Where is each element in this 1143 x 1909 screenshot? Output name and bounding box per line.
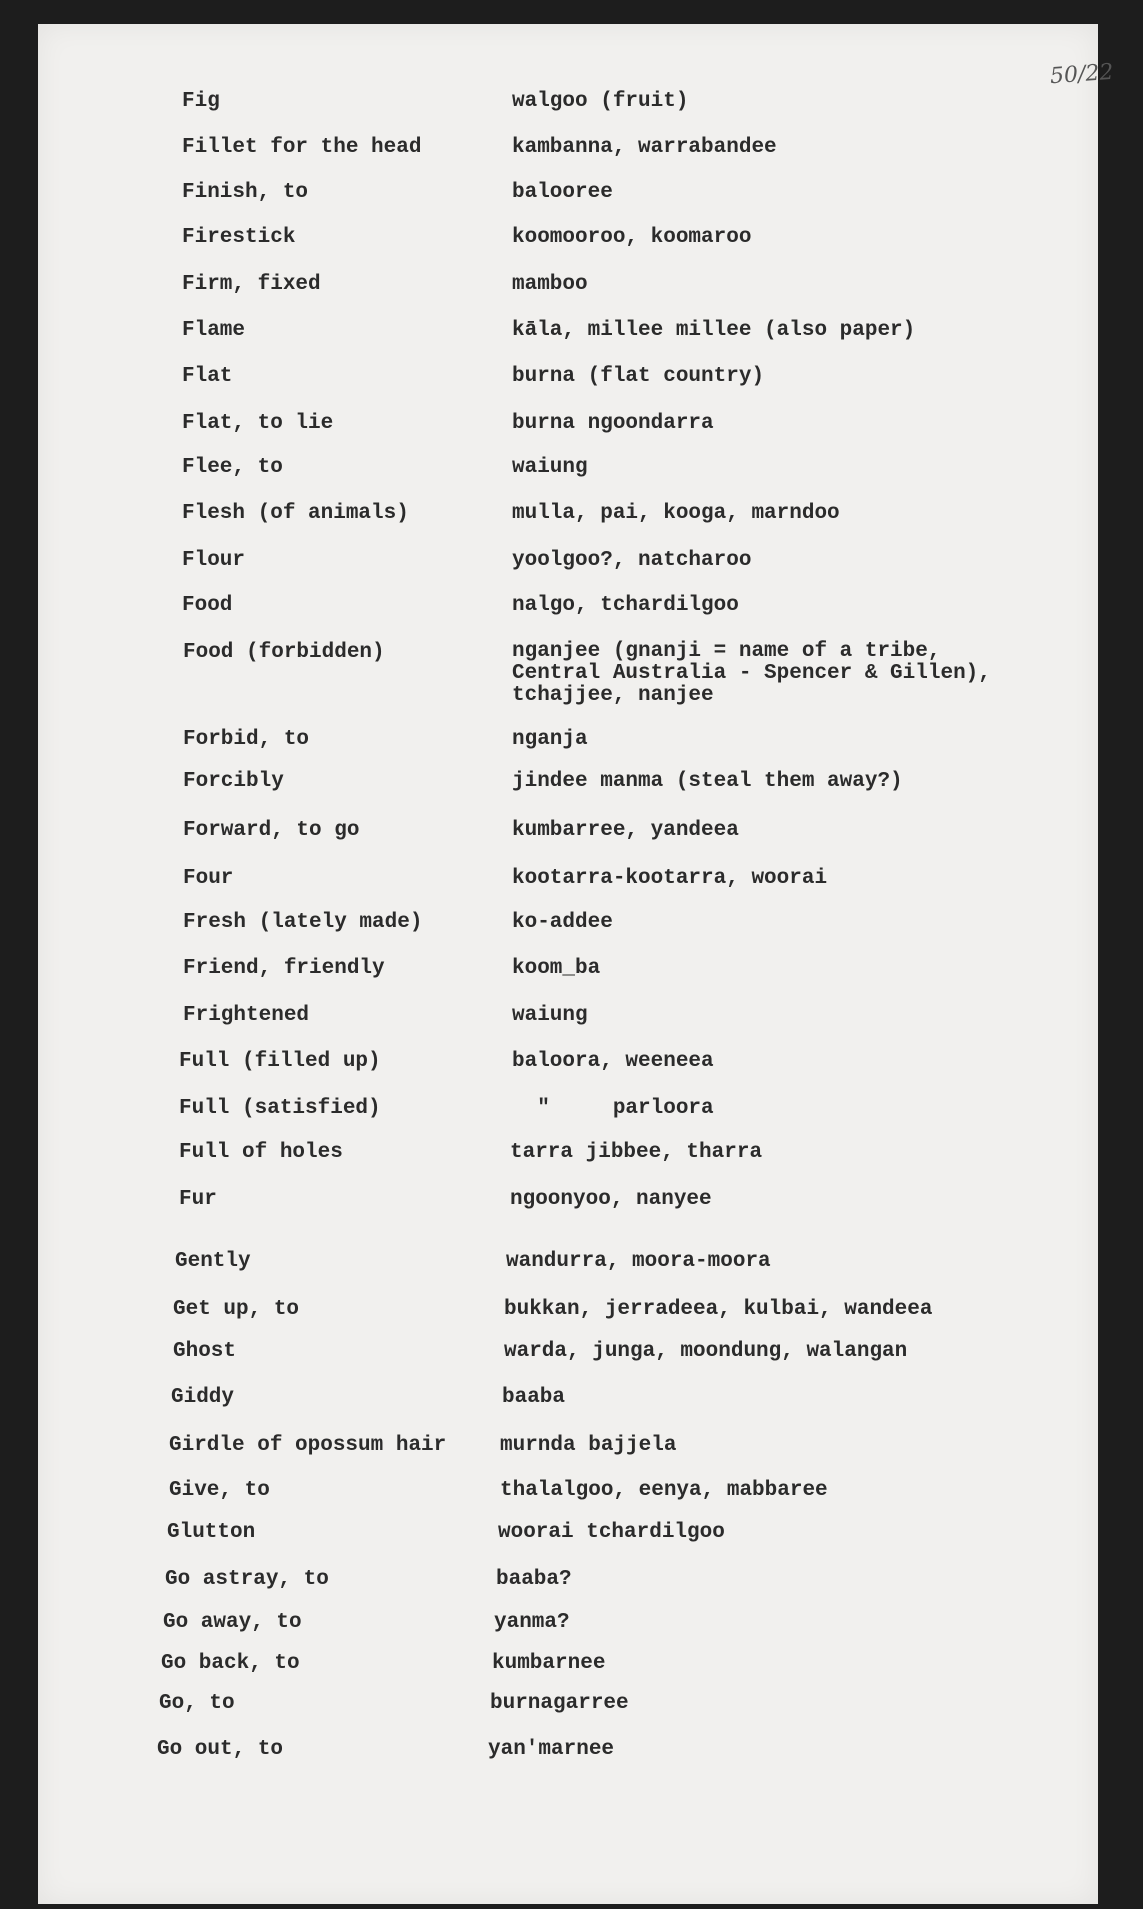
entry-definition: yan'marnee [488, 1738, 615, 1761]
entry-term: Full (filled up) [179, 1050, 381, 1073]
entry-definition: baloora, weeneea [512, 1050, 714, 1073]
entry-term: Go, to [159, 1692, 235, 1715]
entry-definition: kootarra-kootarra, woorai [512, 867, 828, 890]
entry-term: Flat, to lie [182, 412, 334, 435]
entry-definition: murnda bajjela [500, 1434, 677, 1457]
entry-definition: baaba [502, 1386, 566, 1409]
entry-term: Fresh (lately made) [183, 911, 423, 934]
entry-definition: nganjee (gnanji = name of a tribe, Central Australia - Spencer & Gillen), tchajjee, nanjee [512, 640, 991, 707]
entry-term: Finish, to [182, 181, 309, 204]
entry-term: Fillet for the head [182, 136, 422, 159]
entry-term: Flat [182, 365, 233, 388]
entry-term: Forbid, to [183, 728, 310, 751]
entry-definition: yanma? [494, 1611, 570, 1634]
entry-term: Flesh (of animals) [182, 502, 409, 525]
entry-term: Give, to [169, 1479, 270, 1502]
entry-definition: nganja [512, 728, 588, 751]
entry-definition: koomooroo, koomaroo [512, 226, 752, 249]
entry-definition: mamboo [512, 273, 588, 296]
entry-definition: waiung [512, 1004, 588, 1027]
entry-term: Frightened [183, 1004, 310, 1027]
entry-definition: kambanna, warrabandee [512, 136, 777, 159]
entry-term: Food (forbidden) [183, 641, 385, 664]
entry-definition: koom_ba [512, 957, 601, 980]
entry-term: Go out, to [157, 1738, 284, 1761]
entry-definition: ngoonyoo, nanyee [510, 1188, 712, 1211]
entry-term: Friend, friendly [183, 957, 385, 980]
typed-page [38, 24, 1115, 1904]
entry-definition: walgoo (fruit) [512, 90, 689, 113]
entry-definition: woorai tchardilgoo [498, 1521, 725, 1544]
entry-definition: kumbarnee [492, 1652, 606, 1675]
entry-definition: balooree [512, 181, 613, 204]
entry-definition: baaba? [496, 1568, 572, 1591]
entry-definition: kāla, millee millee (also paper) [512, 319, 916, 342]
entry-term: Forcibly [183, 770, 284, 793]
entry-definition: wandurra, moora-moora [506, 1250, 771, 1273]
entry-term: Girdle of opossum hair [169, 1434, 447, 1457]
entry-definition: tarra jibbee, tharra [510, 1141, 763, 1164]
entry-term: Ghost [173, 1340, 237, 1363]
entry-term: Go away, to [163, 1611, 302, 1634]
entry-term: Giddy [171, 1386, 235, 1409]
entry-term: Four [183, 867, 234, 890]
entry-definition: yoolgoo?, natcharoo [512, 549, 752, 572]
entry-definition: kumbarree, yandeea [512, 819, 739, 842]
entry-definition: nalgo, tchardilgoo [512, 594, 739, 617]
entry-term: Gently [175, 1250, 251, 1273]
entry-term: Firestick [182, 226, 296, 249]
entry-definition: bukkan, jerradeea, kulbai, wandeea [504, 1298, 933, 1321]
entry-term: Flee, to [182, 456, 283, 479]
entry-term: Full of holes [179, 1141, 343, 1164]
entry-term: Fur [179, 1188, 217, 1211]
entry-definition: burna ngoondarra [512, 412, 714, 435]
entry-term: Fig [182, 90, 220, 113]
entry-definition: jindee manma (steal them away?) [512, 770, 903, 793]
entry-definition: burnagarree [490, 1692, 629, 1715]
entry-definition: mulla, pai, kooga, marndoo [512, 502, 840, 525]
entry-definition: " parloora [512, 1097, 714, 1120]
entry-term: Get up, to [173, 1298, 300, 1321]
entry-term: Forward, to go [183, 819, 360, 842]
entry-definition: burna (flat country) [512, 365, 765, 388]
entry-definition: warda, junga, moondung, walangan [504, 1340, 908, 1363]
entry-term: Food [182, 594, 233, 617]
entry-term: Firm, fixed [182, 273, 321, 296]
entry-definition: waiung [512, 456, 588, 479]
entry-term: Glutton [167, 1521, 256, 1544]
entry-term: Go astray, to [165, 1568, 329, 1591]
folio-number: 50/22 [1049, 59, 1115, 90]
entry-definition: thalalgoo, eenya, mabbaree [500, 1479, 828, 1502]
entry-term: Flour [182, 549, 246, 572]
entry-term: Go back, to [161, 1652, 300, 1675]
entry-term: Flame [182, 319, 246, 342]
entry-term: Full (satisfied) [179, 1097, 381, 1120]
entry-definition: ko-addee [512, 911, 613, 934]
